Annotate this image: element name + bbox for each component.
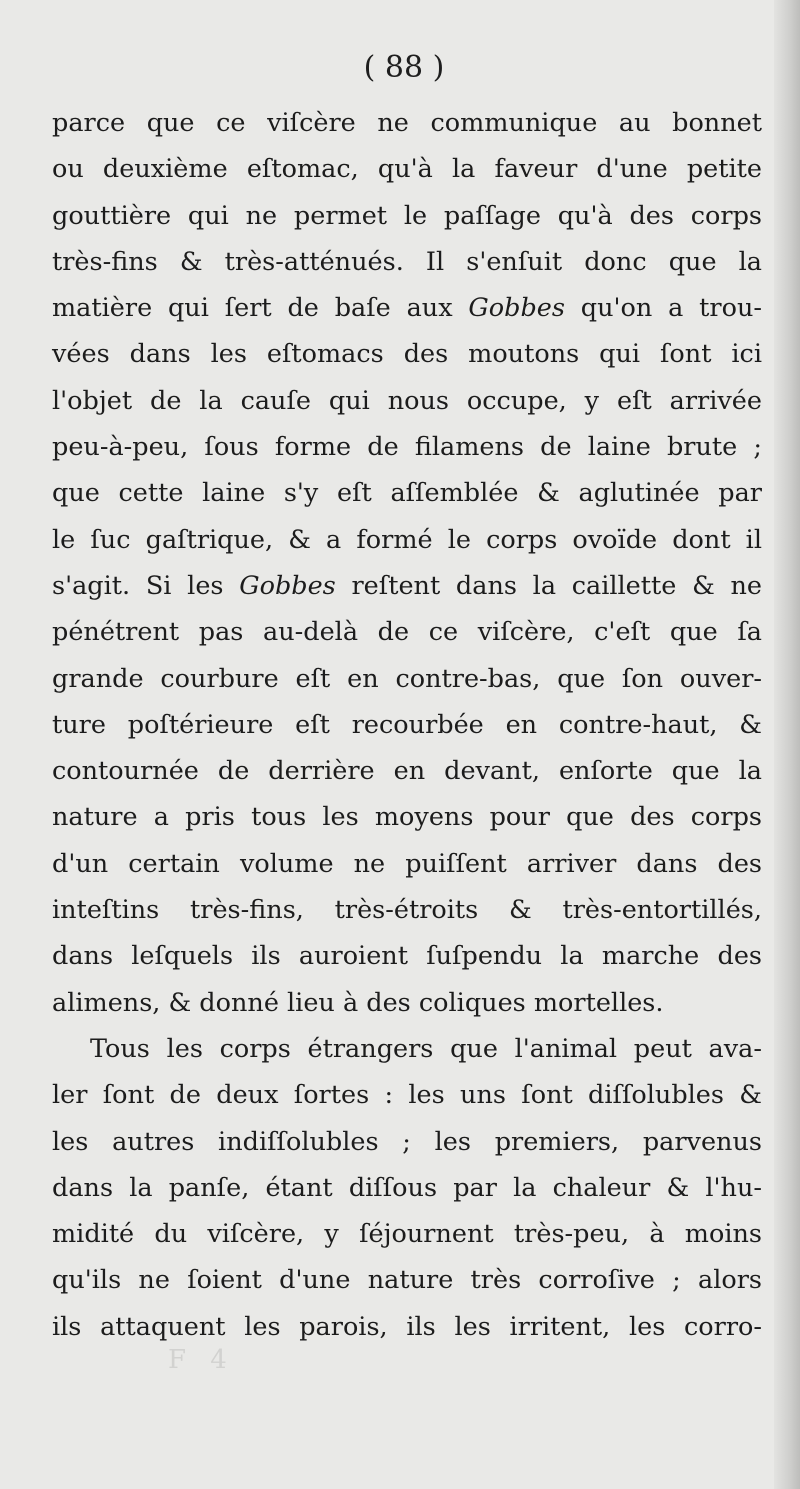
text-line: très-fins & très-atténués. Il s'enſuit donc que la [52,246,762,277]
text-line: qu'ils ne ſoient d'une nature très corroſive ; alors [52,1265,762,1296]
text-line: ou deuxième eſtomac, qu'à la faveur d'une petite [52,154,762,185]
page-edge-shadow [774,0,800,1489]
text-line: gouttière qui ne permet le paſſage qu'à des corps [52,200,762,231]
text-line: nature a pris tous les moyens pour que des corps [52,802,762,833]
text-line: contournée de derrière en devant, enſorte que la [52,756,762,787]
text-line: inteſtins très-fins, très-étroits & très-entortillés, [52,895,762,926]
text-line: d'un certain volume ne puiſſent arriver dans des [52,848,762,879]
text-line: l'objet de la cauſe qui nous occupe, y eſt arrivée [52,385,762,416]
signature-mark: F 4 [168,1345,235,1375]
text-line: dans la panſe, étant diſſous par la chaleur & l'hu- [52,1172,762,1203]
text-line: que cette laine s'y eſt aſſemblée & aglutinée par [52,478,762,509]
text-line: midité du viſcère, y ſéjournent très-peu, à moins [52,1219,762,1250]
text-line: vées dans les eſtomacs des moutons qui ſont ici [52,339,762,370]
text-line: s'agit. Si les Gobbes reſtent dans la caillette & ne [52,570,762,601]
text-line: parce que ce viſcère ne communique au bonnet [52,108,762,138]
text-line: pénétrent pas au-delà de ce viſcère, c'eſt que ſa [52,617,762,648]
paragraph-first-line: Tous les corps étrangers que l'animal peut ava- [90,1033,762,1064]
body-text [52,100,762,1350]
text-line: les autres indiſſolubles ; les premiers, parvenus [52,1126,762,1157]
text-line: ture poſtérieure eſt recourbée en contre-haut, & [52,709,762,740]
text-line: grande courbure eſt en contre-bas, que ſon ouver- [52,663,762,694]
text-line: matière qui ſert de baſe aux Gobbes qu'on a trou- [52,293,762,324]
text-line: alimens, & donné lieu à des coliques mortelles. [52,987,664,1018]
page-number: ( 88 ) [363,50,445,85]
text-line: dans leſquels ils auroient ſuſpendu la marche des [52,941,762,972]
text-line: peu-à-peu, ſous forme de filamens de laine brute ; [52,432,762,463]
text-line: ils attaquent les parois, ils les irritent, les corro- [52,1311,762,1342]
text-line: le ſuc gaſtrique, & a formé le corps ovoïde dont il [52,524,762,555]
text-line: ler ſont de deux ſortes : les uns ſont diſſolubles & [52,1080,762,1111]
